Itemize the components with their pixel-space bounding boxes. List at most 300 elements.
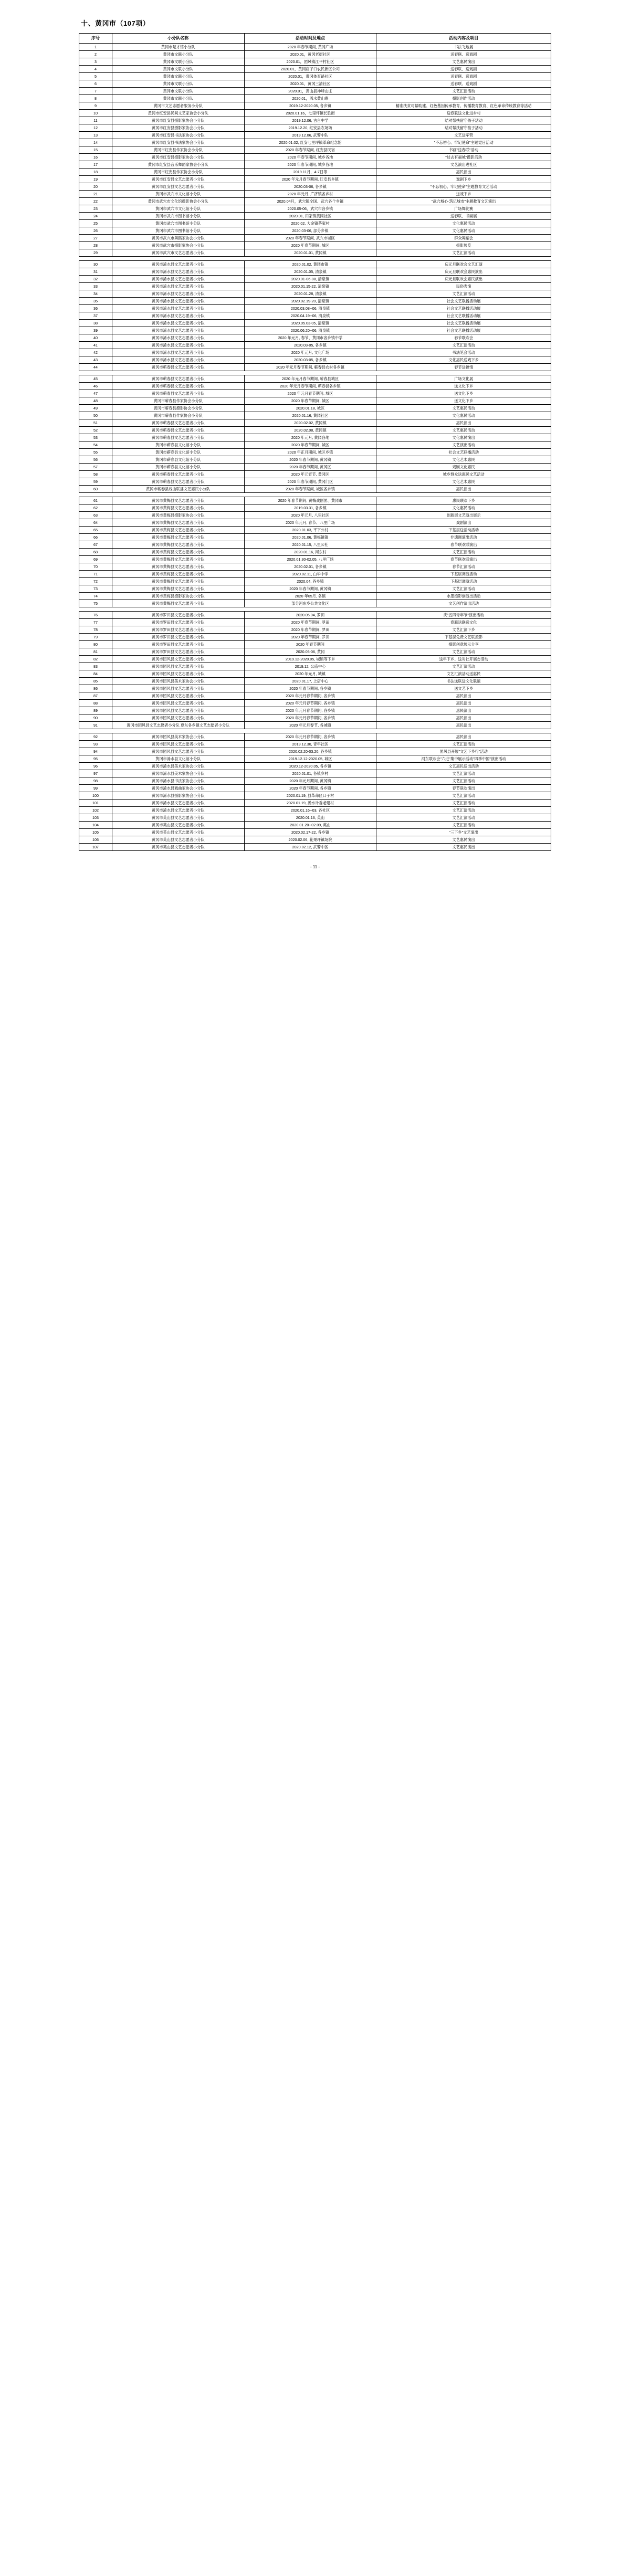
- cell-content: 摄影创作活动: [376, 95, 551, 102]
- cell-team-name: 黄冈市浠水县文艺志愿者小分队: [112, 320, 244, 327]
- cell-index: 54: [79, 441, 112, 449]
- cell-team-name: 黄冈市浠水县文艺志愿者小分队: [112, 800, 244, 807]
- cell-index: 92: [79, 733, 112, 741]
- cell-index: 84: [79, 670, 112, 678]
- cell-time-place: 2020.01.02, 黄冈市镇: [244, 261, 376, 268]
- cell-content: 惠民演出: [376, 714, 551, 722]
- cell-content: 社会文艺联播活动展: [376, 305, 551, 312]
- cell-content: 春节汇演活动: [376, 563, 551, 571]
- cell-team-name: 黄冈市浠水县文艺志愿者小分队: [112, 327, 244, 334]
- cell-content: "武穴城心·筑记城市"主题教育文艺演出: [376, 198, 551, 205]
- cell-team-name: 黄冈市英山县文艺志愿者小分队: [112, 844, 244, 851]
- table-row: [79, 685, 551, 692]
- cell-index: 14: [79, 139, 112, 146]
- cell-index: 79: [79, 634, 112, 641]
- cell-team-name: 黄冈市红安县作家协会小分队: [112, 169, 244, 176]
- cell-content: 文艺惠民活动: [376, 427, 551, 434]
- table-row: [79, 349, 551, 356]
- cell-index: 35: [79, 298, 112, 305]
- cell-index: 95: [79, 755, 112, 763]
- cell-time-place: 2020.02.01, 各乡镇: [244, 563, 376, 571]
- table-row: [79, 205, 551, 213]
- cell-team-name: 黄冈市蕲春县文艺志愿者小分队: [112, 427, 244, 434]
- cell-team-name: 黄冈市浠水县文艺志愿者小分队: [112, 298, 244, 305]
- cell-team-name: 黄冈市文联小分队: [112, 95, 244, 102]
- cell-team-name: 黄冈市罗田县文艺志愿者小分队: [112, 641, 244, 648]
- cell-team-name: 黄冈市英山县文艺志愿者小分队: [112, 829, 244, 836]
- table-row: [79, 471, 551, 478]
- cell-content: 戏剧下乡: [376, 176, 551, 183]
- cell-index: 29: [79, 249, 112, 257]
- spacer-cell: [79, 729, 551, 733]
- cell-content: 春节联欢联演出: [376, 541, 551, 549]
- cell-time-place: 2020.02.12, 武警中区: [244, 844, 376, 851]
- cell-time-place: 2020.01.15, 八里公社: [244, 541, 376, 549]
- table-row: [79, 276, 551, 283]
- table-row: [79, 478, 551, 486]
- cell-time-place: 2020.01.15-22, 清泉镇: [244, 283, 376, 290]
- cell-team-name: 黄冈市黄梅县文艺志愿者小分队: [112, 549, 244, 556]
- cell-content: 春节联欢会: [376, 334, 551, 342]
- cell-team-name: 黄冈市浠水县文艺志愿者小分队: [112, 290, 244, 298]
- cell-content: 送文艺下乡: [376, 685, 551, 692]
- cell-team-name: 黄冈市红安县摄影家协会小分队: [112, 154, 244, 161]
- cell-time-place: 2020.01.19, 县革命区口子村: [244, 792, 376, 800]
- table-row: [79, 102, 551, 110]
- cell-content: 送文化下乡: [376, 383, 551, 390]
- cell-team-name: 黄冈市黄梅县摄影家协会小分队: [112, 512, 244, 519]
- table-row: [79, 383, 551, 390]
- cell-time-place: 2020 年元月春节期间, 城区: [244, 390, 376, 397]
- cell-team-name: 黄冈市文联小分队: [112, 88, 244, 95]
- cell-team-name: 黄冈市红安县书法家协会小分队: [112, 139, 244, 146]
- cell-time-place: 2019.11月，4-7日等: [244, 169, 376, 176]
- cell-index: 17: [79, 161, 112, 169]
- table-group-spacer: [79, 493, 551, 497]
- cell-content: 惠民联欢下乡: [376, 497, 551, 504]
- table-group-spacer: [79, 371, 551, 375]
- cell-team-name: 黄冈市红安县文艺志愿者小分队: [112, 183, 244, 191]
- cell-index: 51: [79, 419, 112, 427]
- cell-time-place: 2020 年元月春节期间, 蕲春县农村各乡镇: [244, 364, 376, 371]
- cell-time-place: 2019.12.12-2020.05, 城区: [244, 755, 376, 763]
- cell-team-name: 黄冈市文联小分队: [112, 51, 244, 58]
- cell-time-place: 2020 年元月春节期间, 各乡镇: [244, 692, 376, 700]
- table-row: [79, 364, 551, 371]
- cell-team-name: 黄冈市武穴市图书馆小分队: [112, 220, 244, 227]
- cell-time-place: 2020 年元月春节期间, 各乡镇: [244, 707, 376, 714]
- cell-content: 文艺汇演活动: [376, 822, 551, 829]
- cell-index: 55: [79, 449, 112, 456]
- cell-content: 送文化下乡: [376, 390, 551, 397]
- cell-index: 30: [79, 261, 112, 268]
- cell-team-name: 黄冈市团风县文艺志愿者小分队: [112, 700, 244, 707]
- cell-team-name: 黄冈市红安县文艺志愿者小分队: [112, 176, 244, 183]
- cell-content: 文化艺术惠民: [376, 478, 551, 486]
- table-row: [79, 670, 551, 678]
- spacer-cell: [79, 371, 551, 375]
- cell-content: 文化艺术惠民: [376, 456, 551, 464]
- cell-content: 文艺汇演活动: [376, 792, 551, 800]
- cell-team-name: 黄冈市蕲春县戏曲联播文艺惠民小分队: [112, 486, 244, 493]
- cell-index: 20: [79, 183, 112, 191]
- cell-content: 送文化下乡: [376, 397, 551, 405]
- cell-time-place: 2020.01.16--03, 各社区: [244, 807, 376, 814]
- cell-index: 76: [79, 612, 112, 619]
- cell-time-place: 2019.12, 公庙中心: [244, 663, 376, 670]
- cell-content: 戏剧文化惠民: [376, 464, 551, 471]
- cell-index: 89: [79, 707, 112, 714]
- cell-content: 社会文艺联播活动展: [376, 320, 551, 327]
- cell-team-name: 黄冈市英山县文艺志愿者小分队: [112, 814, 244, 822]
- cell-content: 文化惠民活动: [376, 227, 551, 235]
- table-row: [79, 556, 551, 563]
- cell-content: 社会文艺联播活动展: [376, 298, 551, 305]
- cell-content: 惠民演出: [376, 700, 551, 707]
- cell-index: 1: [79, 44, 112, 51]
- cell-index: 69: [79, 556, 112, 563]
- cell-time-place: 2020.01.05, 清泉镇: [244, 268, 376, 276]
- cell-index: 10: [79, 110, 112, 117]
- cell-index: 32: [79, 276, 112, 283]
- cell-team-name: 黄冈市蕲春县作家协会小分队: [112, 412, 244, 419]
- table-row: [79, 519, 551, 527]
- table-row: [79, 334, 551, 342]
- table-row: [79, 198, 551, 205]
- cell-time-place: 2020.01-06-08, 清泉镇: [244, 276, 376, 283]
- cell-content: 社会文艺联播活动: [376, 449, 551, 456]
- table-row: [79, 154, 551, 161]
- cell-time-place: 2020 年元月春节期间, 各乡镇: [244, 714, 376, 722]
- cell-index: 99: [79, 785, 112, 792]
- cell-team-name: 黄冈市罗田县文艺志愿者小分队: [112, 619, 244, 626]
- cell-index: 68: [79, 549, 112, 556]
- cell-team-name: 黄冈市武穴市舞蹈家协会小分队: [112, 235, 244, 242]
- cell-time-place: 2019.12.06, 古台中学: [244, 117, 376, 124]
- cell-index: 60: [79, 486, 112, 493]
- cell-index: 3: [79, 58, 112, 66]
- cell-index: 102: [79, 807, 112, 814]
- cell-team-name: 黄冈市武穴市文化馆摄影协会小分队: [112, 198, 244, 205]
- table-row: [79, 227, 551, 235]
- cell-content: 惠民演出: [376, 733, 551, 741]
- cell-team-name: 黄冈市黄梅县文艺志愿者小分队: [112, 534, 244, 541]
- cell-team-name: 黄冈市浠水县文化馆小分队: [112, 755, 244, 763]
- table-row: [79, 249, 551, 257]
- cell-time-place: 2020.01.19, 浠水计委老建村: [244, 800, 376, 807]
- cell-index: 104: [79, 822, 112, 829]
- cell-time-place: 2020 年春节期间, 城区: [244, 242, 376, 249]
- cell-team-name: 黄冈市浠水县文艺志愿者小分队: [112, 312, 244, 320]
- cell-content: 庆元旦联欢会惠民演出: [376, 268, 551, 276]
- cell-content: "不忘初心、牢记使命"主题党日活动: [376, 139, 551, 146]
- cell-team-name: 黄冈市黄梅县文艺志愿者小分队: [112, 504, 244, 512]
- cell-time-place: 2020.02.17-22, 各乡镇: [244, 829, 376, 836]
- cell-time-place: 2020 年元月, 黄冈各地: [244, 434, 376, 441]
- table-row: [79, 283, 551, 290]
- cell-content: 文艺汇演活动: [376, 800, 551, 807]
- cell-team-name: 黄冈市蕲春县文艺志愿者小分队: [112, 471, 244, 478]
- cell-index: 57: [79, 464, 112, 471]
- cell-time-place: 2020.04.19--06, 清泉镇: [244, 312, 376, 320]
- cell-index: 98: [79, 777, 112, 785]
- table-row: [79, 486, 551, 493]
- cell-time-place: 2020.03-05, 各乡镇: [244, 342, 376, 349]
- cell-index: 77: [79, 619, 112, 626]
- table-row: [79, 390, 551, 397]
- cell-time-place: 2020.01，黄冈体育路社区: [244, 73, 376, 80]
- cell-content: 城乡群众送惠民文艺活动: [376, 471, 551, 478]
- cell-team-name: 黄冈市团风县文艺志愿者小分队: [112, 670, 244, 678]
- cell-time-place: 2020.06.20--06, 清泉镇: [244, 327, 376, 334]
- cell-index: 107: [79, 844, 112, 851]
- table-row: [79, 626, 551, 634]
- cell-team-name: 黄冈市武穴市文化馆小分队: [112, 191, 244, 198]
- cell-content: 春节联欢联演出: [376, 556, 551, 563]
- table-row: [79, 714, 551, 722]
- cell-time-place: 2020 年春节期间, 黄冈广场: [244, 44, 376, 51]
- table-row: [79, 405, 551, 412]
- table-row: [79, 298, 551, 305]
- cell-index: 48: [79, 397, 112, 405]
- cell-time-place: 2020 年春节期间, 黄冈区: [244, 464, 376, 471]
- cell-index: 52: [79, 427, 112, 434]
- table-row: [79, 814, 551, 822]
- cell-content: 惠民演出: [376, 692, 551, 700]
- cell-index: 25: [79, 220, 112, 227]
- cell-team-name: 黄冈市蕲春县作家协会小分队: [112, 397, 244, 405]
- cell-index: 34: [79, 290, 112, 298]
- table-row: [79, 88, 551, 95]
- cell-index: 39: [79, 327, 112, 334]
- document-page: [0, 0, 630, 890]
- cell-time-place: 2020.04月，武穴镇全国、武穴各个乡镇: [244, 198, 376, 205]
- table-row: [79, 763, 551, 770]
- cell-time-place: 2020 年春节期间, 罗田: [244, 619, 376, 626]
- cell-time-place: 2020 年春节期间, 各乡镇: [244, 785, 376, 792]
- cell-index: 87: [79, 692, 112, 700]
- cell-team-name: 黄冈市团风县文艺志愿者小分队: [112, 692, 244, 700]
- cell-team-name: 黄冈市罗田县文艺志愿者小分队: [112, 612, 244, 619]
- cell-time-place: 2020.03-06, 部分乡镇: [244, 227, 376, 235]
- table-row: [79, 593, 551, 600]
- table-row: [79, 512, 551, 519]
- cell-time-place: 2020 年春节期间, 城区: [244, 397, 376, 405]
- cell-team-name: 黄冈市黄梅县文艺志愿者小分队: [112, 519, 244, 527]
- table-row: [79, 419, 551, 427]
- cell-time-place: 2020 年春节期间, 黄冈镇: [244, 585, 376, 593]
- cell-content: 民俗表演: [376, 283, 551, 290]
- cell-index: 31: [79, 268, 112, 276]
- cell-content: 书法送联送文化联谊: [376, 678, 551, 685]
- cell-content: 文艺演出活动: [376, 441, 551, 449]
- cell-time-place: 2020.01.02, 红安七里坪镇革命纪念馆: [244, 139, 376, 146]
- table-row: [79, 692, 551, 700]
- cell-index: 5: [79, 73, 112, 80]
- cell-content: 创新展文艺演出展示: [376, 512, 551, 519]
- cell-team-name: 黄冈市黄梅县文艺志愿者小分队: [112, 527, 244, 534]
- cell-content: 文艺惠民送出活动: [376, 763, 551, 770]
- spacer-cell: [79, 493, 551, 497]
- cell-team-name: 黄冈市文联小分队: [112, 66, 244, 73]
- table-row: [79, 161, 551, 169]
- table-row: [79, 305, 551, 312]
- cell-index: 47: [79, 390, 112, 397]
- cell-team-name: 黄冈市罗田县文艺志愿者小分队: [112, 648, 244, 656]
- column-header-name: 小分队名称: [112, 34, 244, 44]
- table-row: [79, 124, 551, 132]
- table-row: [79, 563, 551, 571]
- cell-time-place: 2020 年春节期间, 各乡镇: [244, 685, 376, 692]
- table-row: [79, 770, 551, 777]
- cell-time-place: 部分河东乡公共文化区: [244, 600, 376, 607]
- cell-content: 春联送联送文化: [376, 619, 551, 626]
- cell-team-name: 黄冈市黄梅县文艺志愿者小分队: [112, 556, 244, 563]
- cell-time-place: 2020 年春节期间, 城区各乡镇: [244, 486, 376, 493]
- cell-index: 88: [79, 700, 112, 707]
- cell-time-place: 2020.01，黄冈店子口农民新区公司: [244, 66, 376, 73]
- cell-index: 82: [79, 656, 112, 663]
- cell-index: 97: [79, 770, 112, 777]
- cell-team-name: 黄冈市浠水县文艺志愿者小分队: [112, 356, 244, 364]
- table-row: [79, 441, 551, 449]
- cell-time-place: 2020.01.16, 河东村: [244, 549, 376, 556]
- column-header-time-place: 活动时间及地点: [244, 34, 376, 44]
- cell-index: 42: [79, 349, 112, 356]
- cell-content: 文艺汇演活动: [376, 814, 551, 822]
- table-row: [79, 169, 551, 176]
- cell-index: 41: [79, 342, 112, 349]
- cell-time-place: 2020 年春节期间, 城乡各地: [244, 161, 376, 169]
- cell-index: 58: [79, 471, 112, 478]
- table-row: [79, 755, 551, 763]
- cell-index: 19: [79, 176, 112, 183]
- cell-content: "不忘初心、牢记使命"主题教育文艺活动: [376, 183, 551, 191]
- cell-index: 4: [79, 66, 112, 73]
- table-row: [79, 777, 551, 785]
- cell-content: 文艺惠民活动: [376, 405, 551, 412]
- cell-content: 文艺演出进社区: [376, 161, 551, 169]
- cell-time-place: 2019.12-2020.05, 城镇等下乡: [244, 656, 376, 663]
- cell-time-place: 2020.01.16，七里坪镇长胜街: [244, 110, 376, 117]
- table-row: [79, 58, 551, 66]
- cell-index: 106: [79, 836, 112, 844]
- cell-content: 文艺惠民演出: [376, 836, 551, 844]
- cell-team-name: 黄冈市蕲春县文化馆小分队: [112, 449, 244, 456]
- table-row: [79, 741, 551, 748]
- cell-time-place: 2020.02.08, 黄冈镇: [244, 427, 376, 434]
- table-row: [79, 464, 551, 471]
- table-row: [79, 213, 551, 220]
- cell-index: 22: [79, 198, 112, 205]
- cell-team-name: 黄冈市浠水县文艺志愿者小分队: [112, 807, 244, 814]
- cell-index: 15: [79, 146, 112, 154]
- cell-index: 38: [79, 320, 112, 327]
- cell-team-name: 黄冈市武穴市图书馆小分队: [112, 227, 244, 235]
- cell-index: 59: [79, 478, 112, 486]
- cell-content: 送春联、送戏剧: [376, 73, 551, 80]
- cell-time-place: 2020.01，浠水黄山寨: [244, 95, 376, 102]
- cell-team-name: 黄冈市蕲春县文艺志愿者小分队: [112, 434, 244, 441]
- cell-team-name: 黄冈市浠水县文艺志愿者小分队: [112, 334, 244, 342]
- cell-index: 24: [79, 213, 112, 220]
- cell-content: 文艺汇演活动: [376, 648, 551, 656]
- cell-content: "三下乡"文艺演出: [376, 829, 551, 836]
- table-row: [79, 619, 551, 626]
- column-header-index: 序号: [79, 34, 112, 44]
- table-row: [79, 191, 551, 198]
- cell-team-name: 黄冈市罗田县文艺志愿者小分队: [112, 634, 244, 641]
- table-row: [79, 342, 551, 349]
- cell-index: 44: [79, 364, 112, 371]
- cell-team-name: 黄冈市楚才馆小分队: [112, 44, 244, 51]
- cell-content: 书画"送春联"活动: [376, 146, 551, 154]
- table-row: [79, 785, 551, 792]
- cell-index: 78: [79, 626, 112, 634]
- activities-table: [79, 33, 551, 851]
- cell-content: 送春联、送戏剧: [376, 66, 551, 73]
- table-row: [79, 663, 551, 670]
- table-group-spacer: [79, 257, 551, 261]
- cell-content: 文艺创作演出活动: [376, 600, 551, 607]
- cell-team-name: 黄冈市团风县文艺志愿者小分队: [112, 685, 244, 692]
- cell-team-name: 黄冈市蕲春县文艺志愿者小分队: [112, 364, 244, 371]
- cell-team-name: 黄冈市蕲春县文艺志愿者小分队: [112, 478, 244, 486]
- cell-time-place: 2020.01.16, 黄冈社区: [244, 412, 376, 419]
- cell-team-name: 黄冈市团风县文艺志愿者小分队 夏东各乡镇文艺志愿者小分队: [112, 722, 244, 729]
- cell-team-name: 黄冈市团风县文艺志愿者小分队: [112, 656, 244, 663]
- cell-content: 文艺汇演活动: [376, 807, 551, 814]
- cell-index: 40: [79, 334, 112, 342]
- cell-team-name: 黄冈市蕲春县文艺志愿者小分队: [112, 390, 244, 397]
- cell-time-place: 2020.02.11, 白华中学: [244, 571, 376, 578]
- cell-content: 摄影展览: [376, 242, 551, 249]
- cell-content: 水墨摄影创演出活动: [376, 593, 551, 600]
- cell-team-name: 黄冈市文艺志愿者服务小分队: [112, 102, 244, 110]
- cell-time-place: 2020 年05月, 各镇: [244, 593, 376, 600]
- table-row: [79, 73, 551, 80]
- cell-index: 62: [79, 504, 112, 512]
- cell-content: 庆元旦联欢会惠民演出: [376, 276, 551, 283]
- table-row: [79, 397, 551, 405]
- table-row: [79, 176, 551, 183]
- cell-time-place: 2020 年元月春节期间, 各乡镇: [244, 733, 376, 741]
- cell-content: 惠民演出: [376, 486, 551, 493]
- cell-time-place: 2020.01.01, 黄冈镇: [244, 249, 376, 257]
- cell-content: 下基层调演活动: [376, 578, 551, 585]
- cell-content: 文化惠民活动: [376, 220, 551, 227]
- cell-team-name: 黄冈市黄梅县摄影家协会小分队: [112, 593, 244, 600]
- cell-team-name: 黄冈市黄梅县文艺志愿者小分队: [112, 571, 244, 578]
- table-row: [79, 220, 551, 227]
- cell-time-place: 2020.03-06, 各乡镇: [244, 183, 376, 191]
- cell-time-place: 2019.03.31, 各乡镇: [244, 504, 376, 512]
- cell-content: 非遗调演出活动: [376, 534, 551, 541]
- table-row: [79, 829, 551, 836]
- table-row: [79, 327, 551, 334]
- table-row: [79, 648, 551, 656]
- cell-index: 9: [79, 102, 112, 110]
- cell-content: 惠民演出: [376, 169, 551, 176]
- cell-time-place: 2020 年元月, 八里社区: [244, 512, 376, 519]
- table-row: [79, 132, 551, 139]
- cell-content: 结对帮扶留守孩子活动: [376, 117, 551, 124]
- cell-index: 105: [79, 829, 112, 836]
- table-group-spacer: [79, 729, 551, 733]
- table-row: [79, 427, 551, 434]
- table-row: [79, 434, 551, 441]
- cell-index: 85: [79, 678, 112, 685]
